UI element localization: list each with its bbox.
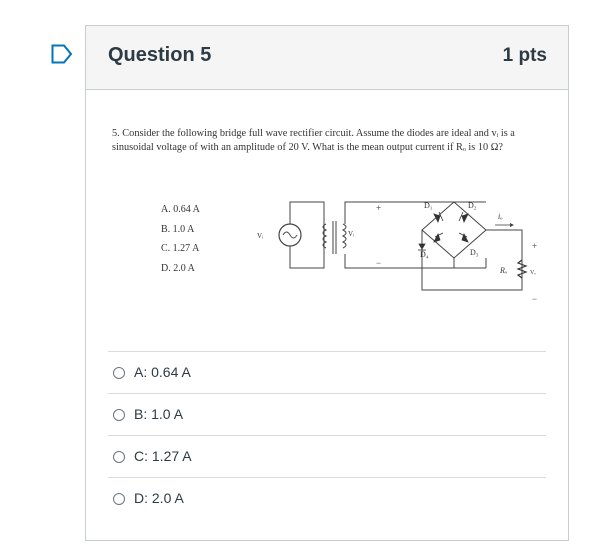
embedded-choice: B. 1.0 A — [161, 223, 195, 235]
diode-d2-icon — [462, 214, 468, 222]
embedded-choice: C. 1.27 A — [161, 243, 200, 254]
embedded-choice: A. 0.64 A — [161, 204, 200, 215]
answer-list — [108, 351, 546, 519]
bridge-rectifier-diagram — [254, 194, 554, 316]
load-label: Rₒ — [500, 266, 508, 275]
diode-d1-label: D₁ — [424, 201, 433, 210]
embedded-choice: D. 2.0 A — [161, 262, 195, 274]
secondary-plus: + — [376, 203, 382, 213]
question-text — [112, 127, 552, 154]
question-prompt: 5. Consider the following bridge full wave rectifier circuit. Assume the diodes are ideal and vᵢ is a sinusoidal voltage of with an amplitude of 20 V. What is the mean output current if Rₒ is 10 Ω? — [112, 128, 515, 153]
question-points: 1 pts — [502, 45, 547, 66]
secondary-label: Vᵢ — [348, 230, 355, 238]
answer-label[interactable]: C: 1.27 A — [134, 448, 192, 464]
answer-option[interactable] — [108, 393, 546, 435]
output-minus: − — [532, 294, 538, 304]
answer-label[interactable]: A: 0.64 A — [134, 364, 191, 380]
radio-button[interactable] — [113, 451, 125, 463]
secondary-coil — [343, 224, 346, 248]
radio-button[interactable] — [113, 367, 125, 379]
current-arrow-icon — [510, 223, 514, 227]
diode-d2-label: D₂ — [468, 201, 477, 210]
flag-question-icon[interactable] — [51, 44, 73, 64]
answer-label[interactable]: B: 1.0 A — [134, 406, 184, 422]
question-card — [85, 25, 569, 541]
output-plus: + — [532, 241, 538, 251]
answer-label[interactable]: D: 2.0 A — [134, 490, 184, 506]
embedded-choices — [161, 204, 200, 282]
answer-option[interactable] — [108, 351, 546, 393]
secondary-minus: − — [376, 258, 382, 268]
output-label: Vₒ — [530, 270, 537, 276]
question-header — [86, 26, 568, 90]
current-label: iₒ — [498, 212, 503, 221]
radio-button[interactable] — [113, 493, 125, 505]
source-label: Vᵢ — [257, 232, 264, 240]
radio-button[interactable] — [113, 409, 125, 421]
answer-option[interactable] — [108, 477, 546, 519]
diode-d4-label: D₄ — [420, 250, 429, 259]
answer-option[interactable] — [108, 435, 546, 477]
diode-d3-label: D₃ — [470, 248, 479, 257]
question-title: Question 5 — [108, 44, 212, 66]
